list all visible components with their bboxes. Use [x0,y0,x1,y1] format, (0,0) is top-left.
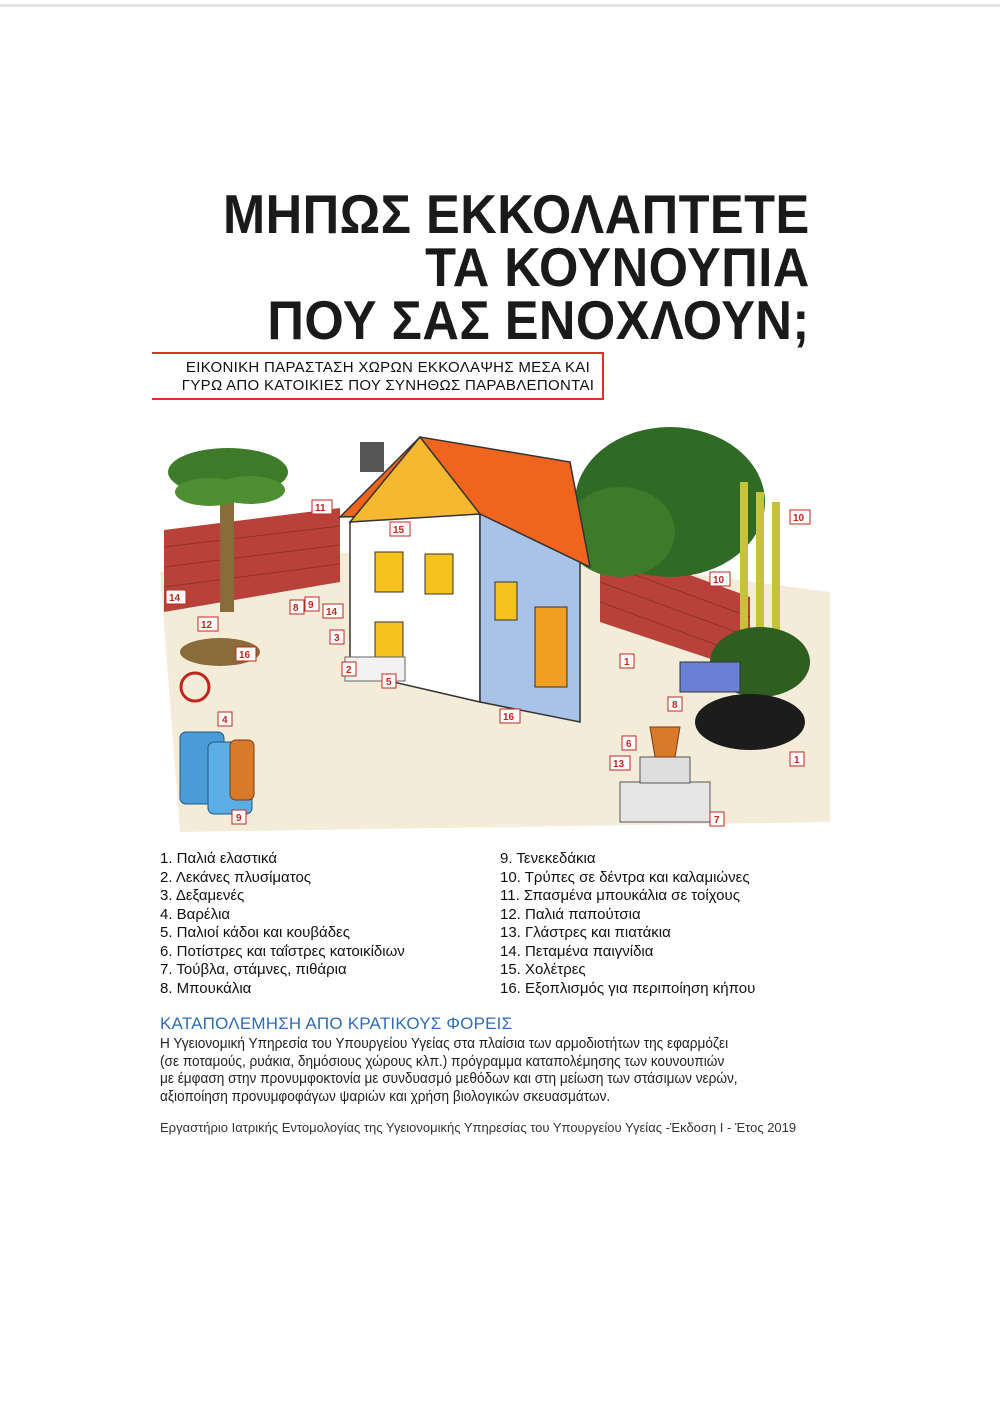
tag-7 [710,812,724,826]
tag-16b [500,709,520,723]
tyre-pile [695,694,805,750]
legend-item: 11. Σπασμένα μπουκάλια σε τοίχους [500,887,740,904]
legend-item: 13. Γλάστρες και πιατάκια [500,924,671,941]
title-line-2: ΤΑ ΚΟΥΝΟΥΠΙΑ [425,236,810,298]
tag-10a [790,510,810,524]
tag-10b [710,572,730,586]
window-4 [375,622,403,658]
tag-8a [290,600,304,614]
tag-6 [622,736,636,750]
chimney [360,442,384,472]
svg-text:7: 7 [714,815,720,826]
svg-text:16: 16 [503,712,515,723]
section-heading: ΚΑΤΑΠΟΛΕΜΗΣΗ ΑΠΟ ΚΡΑΤΙΚΟΥΣ ΦΟΡΕΙΣ [160,1014,513,1033]
svg-text:1: 1 [794,755,800,766]
body-line: Η Υγειονομική Υπηρεσία του Υπουργείου Υγείας στα πλαίσια των αρμοδιοτήτων της εφαρμόζει [160,1036,729,1052]
tag-8b [668,697,682,711]
svg-text:12: 12 [201,620,213,631]
scan-edge [0,4,1000,7]
subtitle-line-1: ΕΙΚΟΝΙΚΗ ΠΑΡΑΣΤΑΣΗ ΧΩΡΩΝ ΕΚΚΟΛΑΨΗΣ ΜΕΣΑ ΚΑΙ [185,359,591,376]
body-line: αξιοποίηση προνυμφοφάγων ψαριών και χρήση βιολογικών σκευασμάτων. [160,1088,611,1105]
tag-11 [312,500,332,514]
tag-12 [198,617,218,631]
barrels [180,732,254,814]
legend-left-column [160,850,405,998]
footer-credit: Εργαστήριο Ιατρικής Εντομολογίας της Υγειονομικής Υπηρεσίας του Υπουργείου Υγείας -Έκδοση Ι - Έτος 2019 [160,1120,797,1135]
breeding-sites-illustration [150,422,830,842]
house-door [535,607,567,687]
svg-text:10: 10 [713,575,725,586]
svg-text:2: 2 [346,665,352,676]
svg-text:8: 8 [672,700,678,711]
svg-text:11: 11 [315,503,326,514]
page-title [223,183,810,351]
tag-9b [232,810,246,824]
legend-item: 5. Παλιοί κάδοι και κουβάδες [160,924,350,941]
svg-text:4: 4 [222,715,228,726]
svg-text:8: 8 [293,603,299,614]
tag-14a [166,590,186,604]
title-line-3: ΠΟΥ ΣΑΣ ΕΝΟΧΛΟΥΝ; [267,289,810,351]
legend-item: 10. Τρύπες σε δέντρα και καλαμιώνες [500,868,750,886]
tag-4 [218,712,232,726]
body-line: (σε ποταμούς, ρυάκια, δημόσιους χώρους κλπ.) πρόγραμμα καταπολέμησης των κουνουπιών [160,1053,725,1070]
tag-14b [323,604,343,618]
svg-text:3: 3 [334,633,340,644]
subtitle-line-2: ΓΥΡΩ ΑΠΟ ΚΑΤΟΙΚΙΕΣ ΠΟΥ ΣΥΝΗΘΩΣ ΠΑΡΑΒΛΕΠΟΝΤΑΙ [181,377,595,394]
subtitle [178,359,598,395]
tag-15 [390,522,410,536]
flower-box [680,662,740,692]
tag-13 [610,756,630,770]
svg-text:14: 14 [169,593,181,604]
legend-item: 12. Παλιά παπούτσια [500,905,641,923]
leaflet-page [128,152,836,1152]
svg-text:6: 6 [626,739,632,750]
legend-item: 8. Μπουκάλια [160,979,252,997]
legend-item: 1. Παλιά ελαστικά [160,850,277,867]
legend-item: 15. Χολέτρες [500,961,586,978]
window-2 [425,554,453,594]
legend-item: 7. Τούβλα, στάμνες, πιθάρια [160,961,347,978]
legend-item: 2. Λεκάνες πλυσίματος [160,868,312,886]
svg-text:13: 13 [613,759,625,770]
window-1 [375,552,403,592]
svg-text:14: 14 [326,607,338,618]
tag-1b [790,752,804,766]
svg-text:9: 9 [308,600,314,611]
svg-text:1: 1 [624,657,630,668]
legend-item: 16. Εξοπλισμός για περιποίηση κήπου [500,979,756,997]
body-line: με έμφαση στην προνυμφοκτονία με συνδυασμό μεθόδων και στη μείωση των στάσιμων νερών, [160,1071,738,1087]
svg-text:10: 10 [793,513,805,524]
title-line-1: ΜΗΠΩΣ ΕΚΚΟΛΑΠΤΕΤΕ [223,183,810,245]
section-body [160,1036,780,1106]
tag-5 [382,674,396,688]
svg-text:16: 16 [239,650,251,661]
legend-item: 14. Πεταμένα παιγνίδια [500,942,654,960]
tag-2 [342,662,356,676]
legend-item: 3. Δεξαμενές [160,887,245,904]
legend-item: 9. Τενεκεδάκια [500,850,596,867]
legend-item: 4. Βαρέλια [160,905,231,923]
tag-16a [236,647,256,661]
tag-3 [330,630,344,644]
legend-right-column [500,850,755,998]
svg-text:9: 9 [236,813,242,824]
svg-text:5: 5 [386,677,392,688]
tag-9a [305,597,319,611]
legend-item: 6. Ποτίστρες και ταΐστρες κατοικίδιων [160,942,405,960]
svg-text:15: 15 [393,525,405,536]
window-3 [495,582,517,620]
tag-1a [620,654,634,668]
